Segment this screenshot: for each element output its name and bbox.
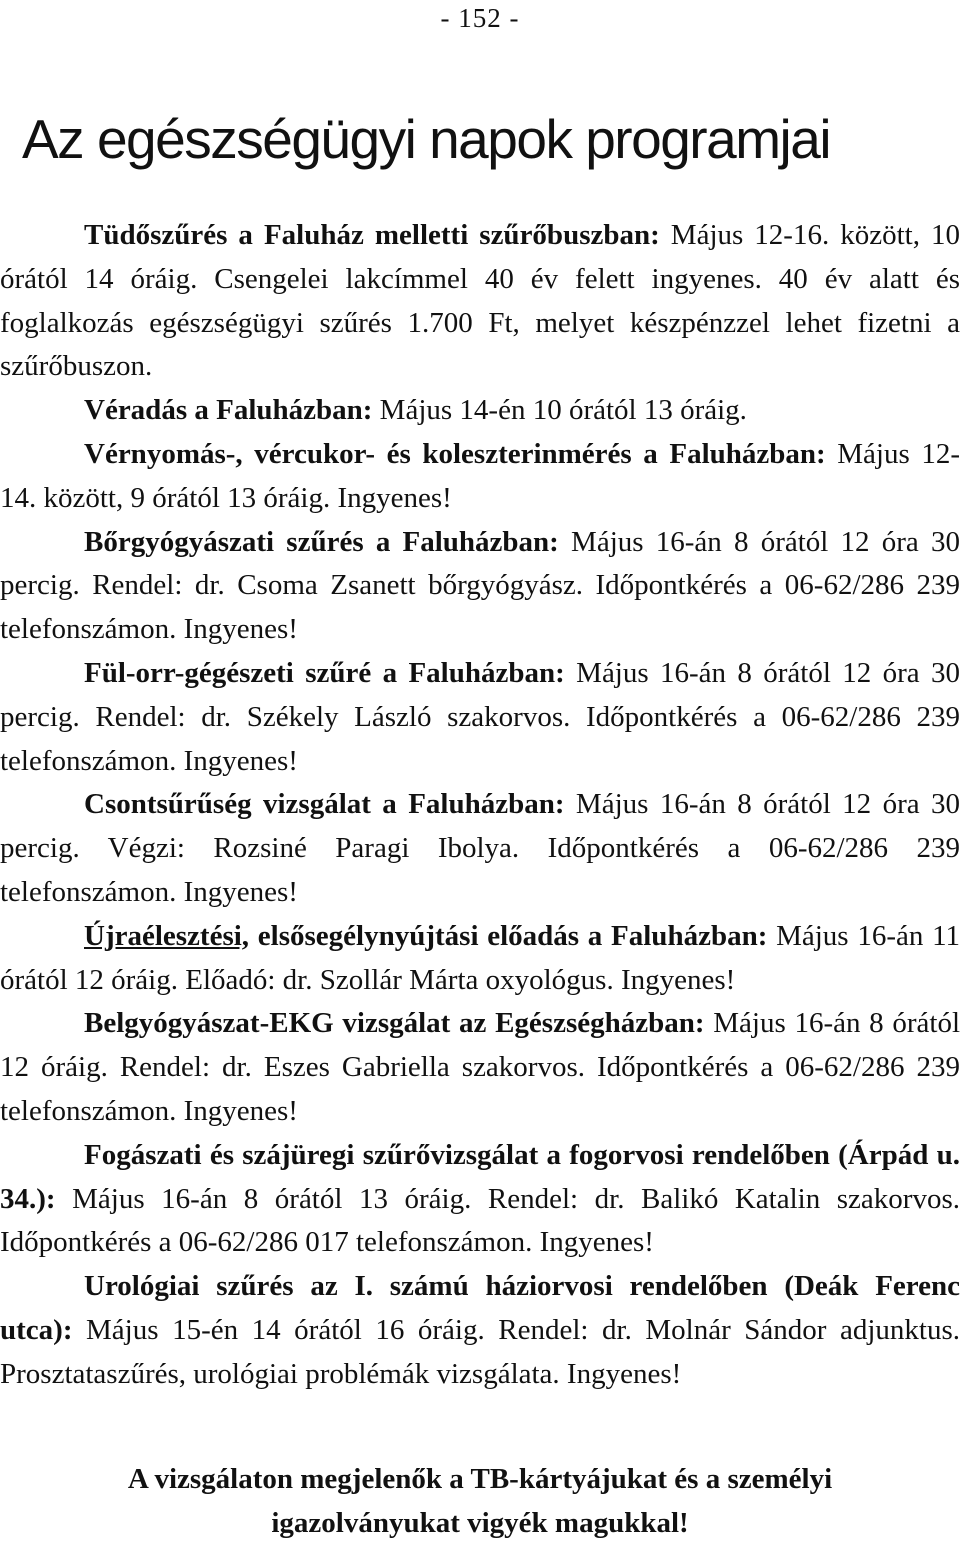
program-item-heading: elsősegélynyújtási előadás a Faluházban: [249,919,768,952]
program-item-heading: Urológiai szűrés az I. számú háziorvosi rendelőben (Deák Ferenc utca): [0,1270,960,1346]
program-item-text: Május 16-án 8 órától 12 óra 30 percig. Rendel: dr. Székely László szakorvos. Időpontkérés a 06-62/286 239 telefonszámon. Ingyenes! [0,656,960,777]
page-number: - 152 - [440,3,520,33]
program-item-resuscitation [0,915,960,1003]
program-item-urology [0,1265,960,1396]
program-item-heading: Belgyógyászat-EKG vizsgálat az Egészségházban: [84,1007,705,1040]
program-item-cardiology-ekg [0,1002,960,1133]
program-item-heading: Csontsűrűség vizsgálat a Faluházban: [84,788,565,821]
program-item-text: Május 16-án 11 órától 12 óráig. Előadó: dr. Szollár Márta oxyológus. Ingyenes! [0,919,960,996]
program-item-text: Május 16-án 8 órától 12 óra 30 percig. Végzi: Rozsiné Paragi Ibolya. Időpontkérés a 06-62/286 239 telefonszámon. Ingyenes! [0,788,960,908]
program-item-text: Május 12-16. között, 10 órától 14 óráig. Csengelei lakcímmel 40 év felett ingyenes. 40 év alatt és foglalkozás egészségügyi szűrés 1.700 Ft, melyet készpénzzel lehet fizetni a szűrőbuszon. [0,219,960,383]
program-item-heading: Véradás a Faluházban: [84,394,373,427]
program-item-ent [0,652,960,783]
program-item-heading: Fogászati és szájüregi szűrővizsgálat a fogorvosi rendelőben (Árpád u. 34.): [0,1138,960,1215]
program-item-text: Május 14-én 10 órától 13 óráig. [372,394,747,427]
program-item-heading: Tüdőszűrés a Faluház melletti szűrőbuszban: [84,219,660,251]
program-item-text: Május 15-én 14 órától 16 óráig. Rendel: dr. Molnár Sándor adjunktus. Prosztataszűrés, urológiai problémák vizsgálata. Ingyenes! [0,1313,960,1390]
program-item-text: Május 16-án 8 órától 13 óráig. Rendel: dr. Balikó Katalin szakorvos. Időpontkérés a 06-62/286 017 telefonszámon. Ingyenes! [0,1182,960,1259]
program-item-heading: Vérnyomás-, vércukor- és koleszterinmérés a Faluházban: [84,437,826,470]
program-item-heading: Bőrgyógyászati szűrés a Faluházban: [84,525,559,558]
program-item-heading-underlined: Újraélesztési, [84,919,250,952]
program-list [0,214,960,1397]
program-item-dermatology [0,521,960,652]
program-item-bone-density [0,783,960,914]
program-item-blood-donation [0,389,960,433]
program-item-heading: Fül-orr-gégészeti szűré a Faluházban: [84,656,565,689]
closing-note-line-1: A vizsgálaton megjelenők a TB-kártyájukat és a személyi [127,1463,833,1495]
program-item-lung-screening [0,214,960,389]
program-item-text: Május 16-án 8 órától 12 óráig. Rendel: dr. Eszes Gabriella szakorvos. Időpontkérés a 06-62/286 239 telefonszámon. Ingyenes! [0,1007,960,1127]
program-item-blood-pressure [0,433,960,521]
closing-note [0,1458,960,1546]
page-title: Az egészségügyi napok programjai [22,108,831,170]
program-item-text: Május 16-án 8 órától 12 óra 30 percig. Rendel: dr. Csoma Zsanett bőrgyógyász. Időpontkérés a 06-62/286 239 telefonszámon. Ingyenes! [0,525,960,646]
closing-note-line-2: igazolványukat vigyék magukkal! [271,1506,689,1539]
program-item-dental [0,1134,960,1265]
program-item-text: Május 12-14. között, 9 órától 13 óráig. Ingyenes! [0,437,960,514]
